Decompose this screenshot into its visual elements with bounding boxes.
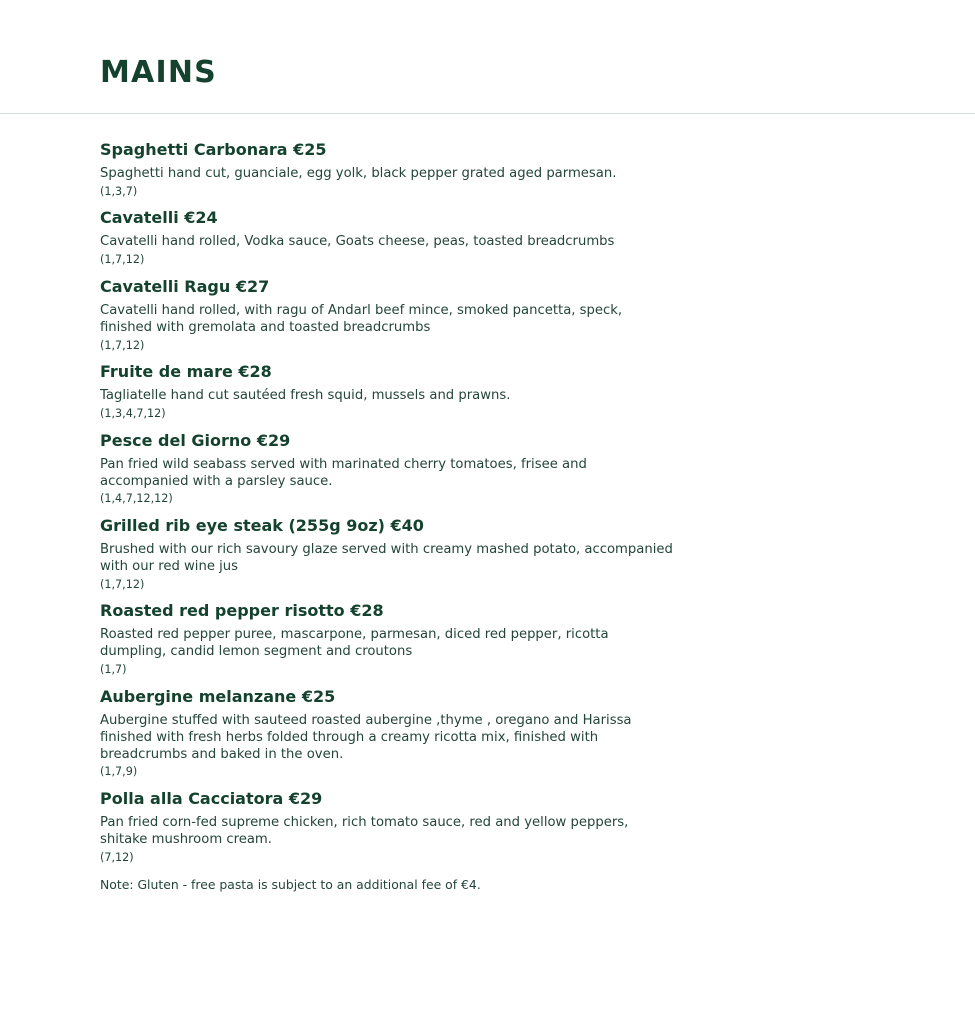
menu-item-allergens: (1,7,12)	[100, 577, 145, 591]
menu-item-name: Fruite de mare €28	[100, 362, 272, 382]
menu-item-description: Pan fried wild seabass served with marinated cherry tomatoes, frisee and accompanied with a parsley sauce.	[100, 456, 587, 489]
menu-item-name: Roasted red pepper risotto €28	[100, 601, 384, 621]
menu-item-name: Aubergine melanzane €25	[100, 686, 336, 706]
menu-item-name: Pesce del Giorno €29	[100, 430, 291, 450]
menu-item-allergens: (1,7,12)	[100, 253, 145, 267]
menu-header	[0, 0, 975, 114]
list-item	[100, 789, 675, 865]
menu-item-name: Polla alla Cacciatora €29	[100, 788, 323, 808]
menu-item-description: Roasted red pepper puree, mascarpone, parmesan, diced red pepper, ricotta dumpling, candid lemon segment and croutons	[100, 627, 609, 660]
list-item	[100, 431, 675, 507]
menu-item-description: Aubergine stuffed with sauteed roasted aubergine ,thyme , oregano and Harissa finished with fresh herbs folded through a creamy ricotta mix, finished with breadcrumbs and baked in the oven.	[100, 712, 632, 762]
menu-item-allergens: (1,7,12)	[100, 338, 145, 352]
list-item	[100, 516, 675, 592]
menu-item-description: Brushed with our rich savoury glaze served with creamy mashed potato, accompanied with our red wine jus	[100, 542, 673, 574]
list-item	[100, 140, 675, 199]
menu-item-description: Pan fried corn-fed supreme chicken, rich tomato sauce, red and yellow peppers, shitake mushroom cream.	[100, 814, 629, 847]
list-item	[100, 277, 675, 353]
menu-item-allergens: (1,7)	[100, 663, 127, 677]
menu-note: Note: Gluten - free pasta is subject to an additional fee of €4.	[100, 877, 481, 893]
menu-item-name: Grilled rib eye steak (255g 9oz) €40	[100, 516, 424, 536]
menu-item-name: Cavatelli Ragu €27	[100, 276, 270, 296]
menu-item-allergens: (1,4,7,12,12)	[100, 492, 173, 506]
menu-item-name: Cavatelli €24	[100, 208, 218, 228]
list-item	[100, 208, 675, 267]
menu-item-allergens: (1,3,7)	[100, 184, 138, 198]
list-item	[100, 687, 675, 780]
menu-item-allergens: (1,3,4,7,12)	[100, 407, 166, 421]
menu-item-name: Spaghetti Carbonara €25	[100, 140, 327, 159]
list-item	[100, 362, 675, 421]
menu-item-description: Cavatelli hand rolled, Vodka sauce, Goats cheese, peas, toasted breadcrumbs	[100, 234, 615, 250]
list-item	[100, 601, 675, 677]
menu-item-allergens: (7,12)	[100, 850, 134, 864]
menu-item-description: Spaghetti hand cut, guanciale, egg yolk, black pepper grated aged parmesan.	[100, 166, 617, 181]
menu-item-allergens: (1,7,9)	[100, 765, 138, 779]
menu-item-description: Tagliatelle hand cut sautéed fresh squid, mussels and prawns.	[100, 388, 511, 404]
menu-item-description: Cavatelli hand rolled, with ragu of Andarl beef mince, smoked pancetta, speck, finished with gremolata and toasted breadcrumbs	[100, 302, 623, 335]
page-title: MAINS	[100, 55, 217, 90]
menu-item-list	[100, 140, 675, 893]
menu-body	[0, 114, 975, 893]
